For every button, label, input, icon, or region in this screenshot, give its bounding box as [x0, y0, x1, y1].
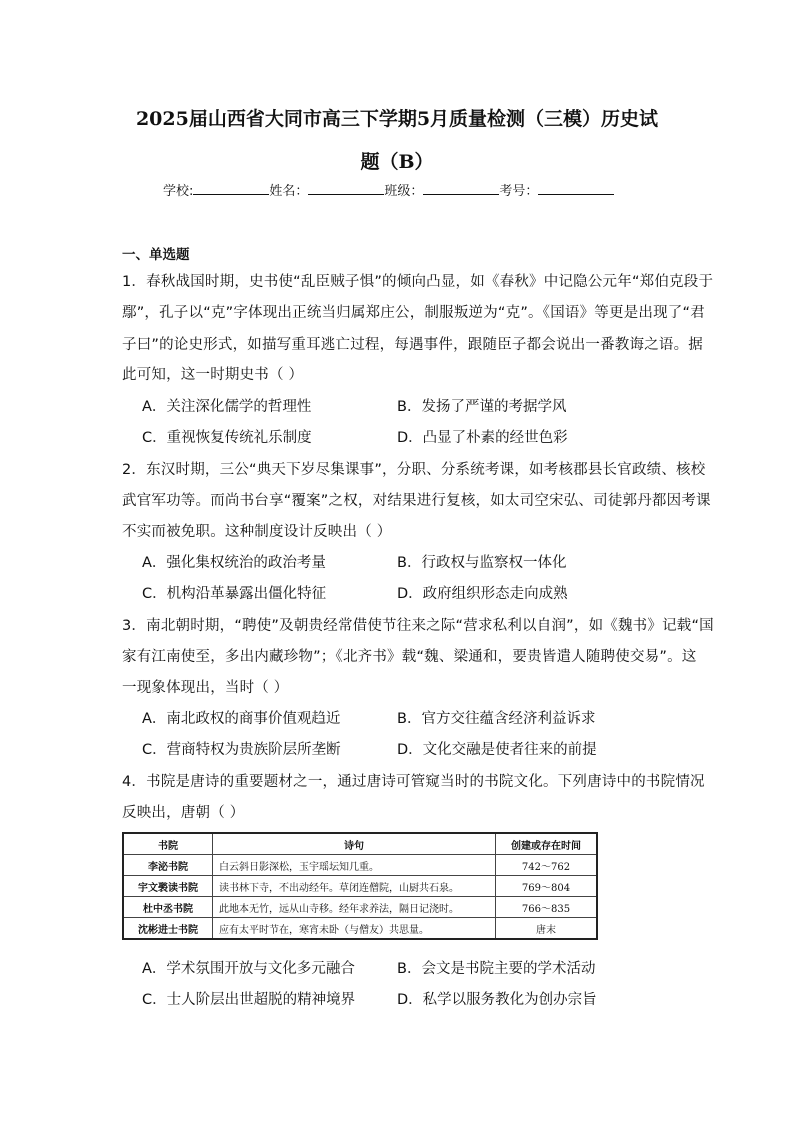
table-cell-verse: 应有太平时节在，寒宵未卧（与僧友）共思量。 — [213, 918, 496, 940]
q4-option-b[interactable]: B．会文是书院主要的学术活动 — [397, 961, 596, 977]
table-row — [123, 918, 597, 940]
q1-stem-line: 子曰”的论史形式，如描写重耳逃亡过程，每遇事件，跟随臣子都会说出一番教诲之语。据 — [122, 337, 704, 353]
table-header: 创建或存在时间 — [496, 833, 598, 855]
table-cell-verse: 此地本无竹，远从山寺移。经年求养法，隔日记浇时。 — [213, 897, 496, 918]
table-cell-time: 唐末 — [496, 918, 598, 940]
q1-option-c[interactable]: C．重视恢复传统礼乐制度 — [142, 430, 312, 446]
section-heading: 一、单选题 — [122, 247, 190, 263]
table-cell-academy: 宇文褧读书院 — [123, 876, 213, 897]
q1-stem-line: 此可知，这一时期史书（ ） — [122, 367, 304, 383]
q3-option-d[interactable]: D．文化交融是使者往来的前提 — [397, 742, 597, 758]
table-cell-academy: 李泌书院 — [123, 855, 213, 876]
name-field[interactable] — [308, 180, 384, 195]
table-cell-time: 742～762 — [496, 855, 598, 876]
q2-stem-line: 2．东汉时期，三公“典天下岁尽集课事”，分职、分系统考课，如考核郡县长官政绩、核校 — [122, 462, 706, 478]
q2-option-b[interactable]: B．行政权与监察权一体化 — [397, 555, 567, 571]
q2-option-a[interactable]: A．强化集权统治的政治考量 — [142, 555, 326, 571]
academy-poems-table — [122, 832, 598, 940]
q4-option-a[interactable]: A．学术氛围开放与文化多元融合 — [142, 961, 355, 977]
student-info-row — [163, 180, 614, 199]
q4-stem-line: 反映出，唐朝（ ） — [122, 805, 245, 821]
q3-option-c[interactable]: C．营商特权为贵族阶层所垄断 — [142, 742, 341, 758]
table-cell-time: 769～804 — [496, 876, 598, 897]
q2-option-d[interactable]: D．政府组织形态走向成熟 — [397, 586, 568, 602]
name-label: 姓名： — [269, 184, 309, 199]
school-field[interactable] — [193, 180, 269, 195]
class-label: 班级： — [384, 184, 424, 199]
class-field[interactable] — [423, 180, 499, 195]
q2-stem-line: 武官军功等。而尚书台享“覆案”之权，对结果进行复核，如太司空宋弘、司徒郭丹都因考课 — [122, 493, 711, 509]
q1-option-d[interactable]: D．凸显了朴素的经世色彩 — [397, 430, 568, 446]
exam-title-line1: 2025届山西省大同市高三下学期5月质量检测（三模）历史试 — [135, 108, 659, 130]
table-cell-time: 766～835 — [496, 897, 598, 918]
q2-stem-line: 不实而被免职。这种制度设计反映出（ ） — [122, 524, 392, 540]
number-field[interactable] — [538, 180, 614, 195]
table-header-row — [123, 833, 597, 855]
table-row — [123, 897, 597, 918]
q3-stem-line: 家有江南使至，多出内藏珍物”；《北齐书》载“魏、梁通和，要贵皆遣人随聘使交易”。这 — [122, 649, 697, 665]
q3-stem-line: 一现象体现出，当时（ ） — [122, 680, 289, 696]
table-cell-verse: 白云斜日影深松，玉宇瑶坛知几重。 — [213, 855, 496, 876]
q3-stem-line: 3．南北朝时期，“聘使”及朝贵经常借使节往来之际“营求私利以自润”，如《魏书》记载“国 — [122, 618, 714, 634]
q3-option-a[interactable]: A．南北政权的商事价值观趋近 — [142, 711, 341, 727]
q1-stem-line: 鄢”，孔子以“克”字体现出正统当归属郑庄公，制服叛逆为“克”。《国语》等更是出现了“君 — [122, 305, 705, 321]
number-label: 考号： — [499, 184, 539, 199]
q1-stem-line: 1．春秋战国时期，史书使“乱臣贼子惧”的倾向凸显，如《春秋》中记隐公元年“郑伯克段于 — [122, 274, 714, 290]
q1-option-b[interactable]: B．发扬了严谨的考据学风 — [397, 399, 567, 415]
table-header: 书院 — [123, 833, 213, 855]
q2-option-c[interactable]: C．机构沿革暴露出僵化特征 — [142, 586, 327, 602]
table-cell-verse: 读书林下寺，不出动经年。草闭连僧院，山厨共石泉。 — [213, 876, 496, 897]
table-header: 诗句 — [213, 833, 496, 855]
school-label: 学校: — [163, 184, 194, 199]
q1-option-a[interactable]: A．关注深化儒学的哲理性 — [142, 399, 312, 415]
exam-title-line2: 题（B） — [360, 151, 434, 173]
q4-stem-line: 4．书院是唐诗的重要题材之一，通过唐诗可管窥当时的书院文化。下列唐诗中的书院情况 — [122, 774, 705, 790]
table-row — [123, 855, 597, 876]
table-row — [123, 876, 597, 897]
table-cell-academy: 杜中丞书院 — [123, 897, 213, 918]
q3-option-b[interactable]: B．官方交往蕴含经济利益诉求 — [397, 711, 596, 727]
table-cell-academy: 沈彬进士书院 — [123, 918, 213, 940]
q4-option-d[interactable]: D．私学以服务教化为创办宗旨 — [397, 992, 597, 1008]
q4-option-c[interactable]: C．士人阶层出世超脱的精神境界 — [142, 992, 356, 1008]
